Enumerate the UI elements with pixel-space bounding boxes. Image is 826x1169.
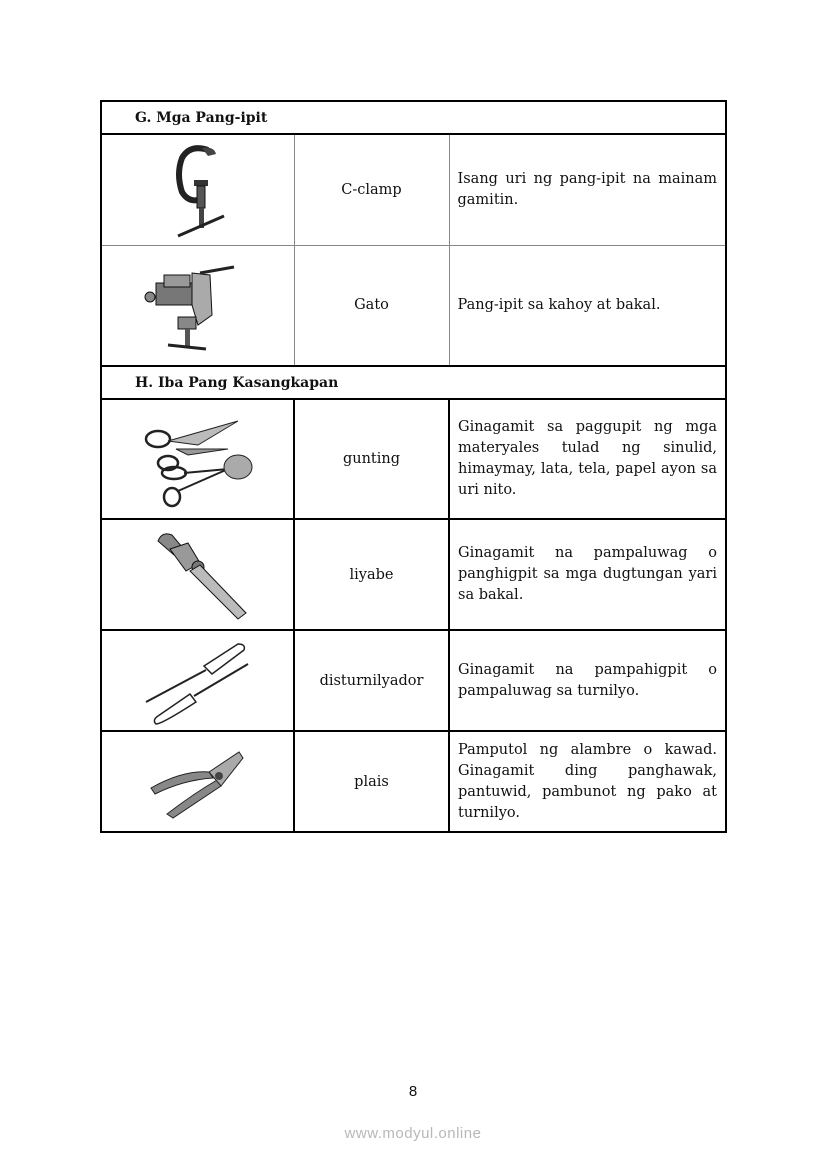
watermark: www.modyul.online <box>344 1125 482 1142</box>
section-header-h <box>101 366 726 399</box>
tools-table <box>100 100 727 833</box>
image-cell <box>101 245 294 366</box>
section-title: G. Mga Pang-ipit <box>101 101 726 134</box>
tool-description: Ginagamit na pampahigpit o pampaluwag sa turnilyo. <box>449 630 726 731</box>
tool-name: gunting <box>294 399 449 519</box>
tool-description: Pang-ipit sa kahoy at bakal. <box>449 245 726 366</box>
tool-name: liyabe <box>294 519 449 630</box>
table-row <box>101 245 726 366</box>
tool-name: C-clamp <box>294 134 449 245</box>
tool-name: disturnilyador <box>294 630 449 731</box>
pliers-icon <box>143 744 253 819</box>
image-cell <box>101 134 294 245</box>
tool-description: Pamputol ng alambre o kawad. Ginagamit ding panghawak, pantuwid, pambunot ng pako at turnilyo. <box>449 731 726 832</box>
image-cell <box>101 630 294 731</box>
image-cell <box>101 519 294 630</box>
table-row <box>101 399 726 519</box>
page-number: 8 <box>408 1083 418 1100</box>
image-cell <box>101 731 294 832</box>
scissors-icon <box>138 409 258 509</box>
tool-description: Ginagamit na pampaluwag o panghigpit sa mga dugtungan yari sa bakal. <box>449 519 726 630</box>
screwdriver-icon <box>138 636 258 726</box>
table-row <box>101 731 726 832</box>
table-row <box>101 134 726 245</box>
bench-vise-icon <box>138 255 258 355</box>
section-title: H. Iba Pang Kasangkapan <box>101 366 726 399</box>
tool-description: Ginagamit sa paggupit ng mga materyales tulad ng sinulid, himaymay, lata, tela, papel ayon sa uri nito. <box>449 399 726 519</box>
tool-description: Isang uri ng pang-ipit na mainam gamitin. <box>449 134 726 245</box>
image-cell <box>101 399 294 519</box>
tool-name: Gato <box>294 245 449 366</box>
section-header-g <box>101 101 726 134</box>
pipe-wrench-icon <box>138 527 258 622</box>
table-row <box>101 519 726 630</box>
table-row <box>101 630 726 731</box>
tool-name: plais <box>294 731 449 832</box>
c-clamp-icon <box>168 140 228 240</box>
